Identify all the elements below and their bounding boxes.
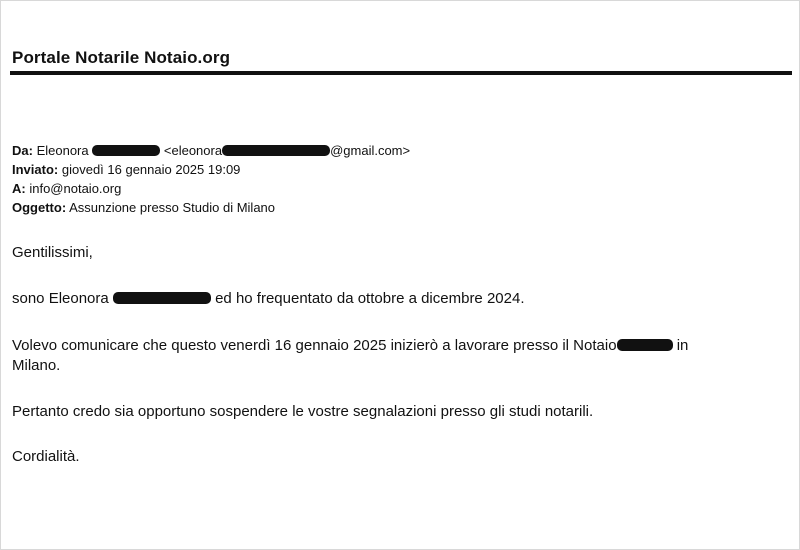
to-value: info@notaio.org (29, 181, 122, 196)
email-header (12, 141, 410, 217)
intro-paragraph (12, 289, 792, 309)
work-end: in (676, 337, 689, 354)
sent-value: giovedì 16 gennaio 2025 19:09 (61, 162, 241, 177)
intro-end: ed ho frequentato da ottobre a dicembre 2024. (215, 290, 525, 307)
redacted-surname (92, 145, 160, 156)
subject-value: Assunzione presso Studio di Milano (69, 200, 276, 215)
from-line (12, 141, 410, 160)
redacted-surname-body (113, 292, 211, 304)
work-start: Volevo comunicare che questo venerdì 16 gennaio 2025 inizierò a lavorare presso il Notaio (12, 337, 617, 354)
from-name: Eleonora (36, 143, 89, 158)
sent-label: Inviato: (12, 162, 59, 177)
intro-start: sono Eleonora (12, 290, 109, 307)
to-label: A: (12, 181, 26, 196)
from-email-suffix: @gmail.com> (330, 143, 411, 158)
title-divider (10, 71, 792, 75)
greeting: Gentilissimi, (12, 244, 93, 261)
portal-title: Portale Notarile Notaio.org (12, 48, 231, 67)
closing: Cordialità. (12, 448, 80, 465)
from-email-prefix: <eleonora (163, 143, 223, 158)
subject-line (12, 198, 410, 217)
from-label: Da: (12, 143, 33, 158)
redacted-email (222, 145, 330, 156)
sent-line (12, 160, 410, 179)
to-line (12, 179, 410, 198)
request-paragraph: Pertanto credo sia opportuno sospendere le vostre segnalazioni presso gli studi notarili. (12, 403, 594, 420)
work-city: Milano. (12, 357, 61, 374)
work-paragraph (12, 336, 792, 376)
subject-label: Oggetto: (12, 200, 67, 215)
redacted-notary-name (617, 339, 673, 351)
